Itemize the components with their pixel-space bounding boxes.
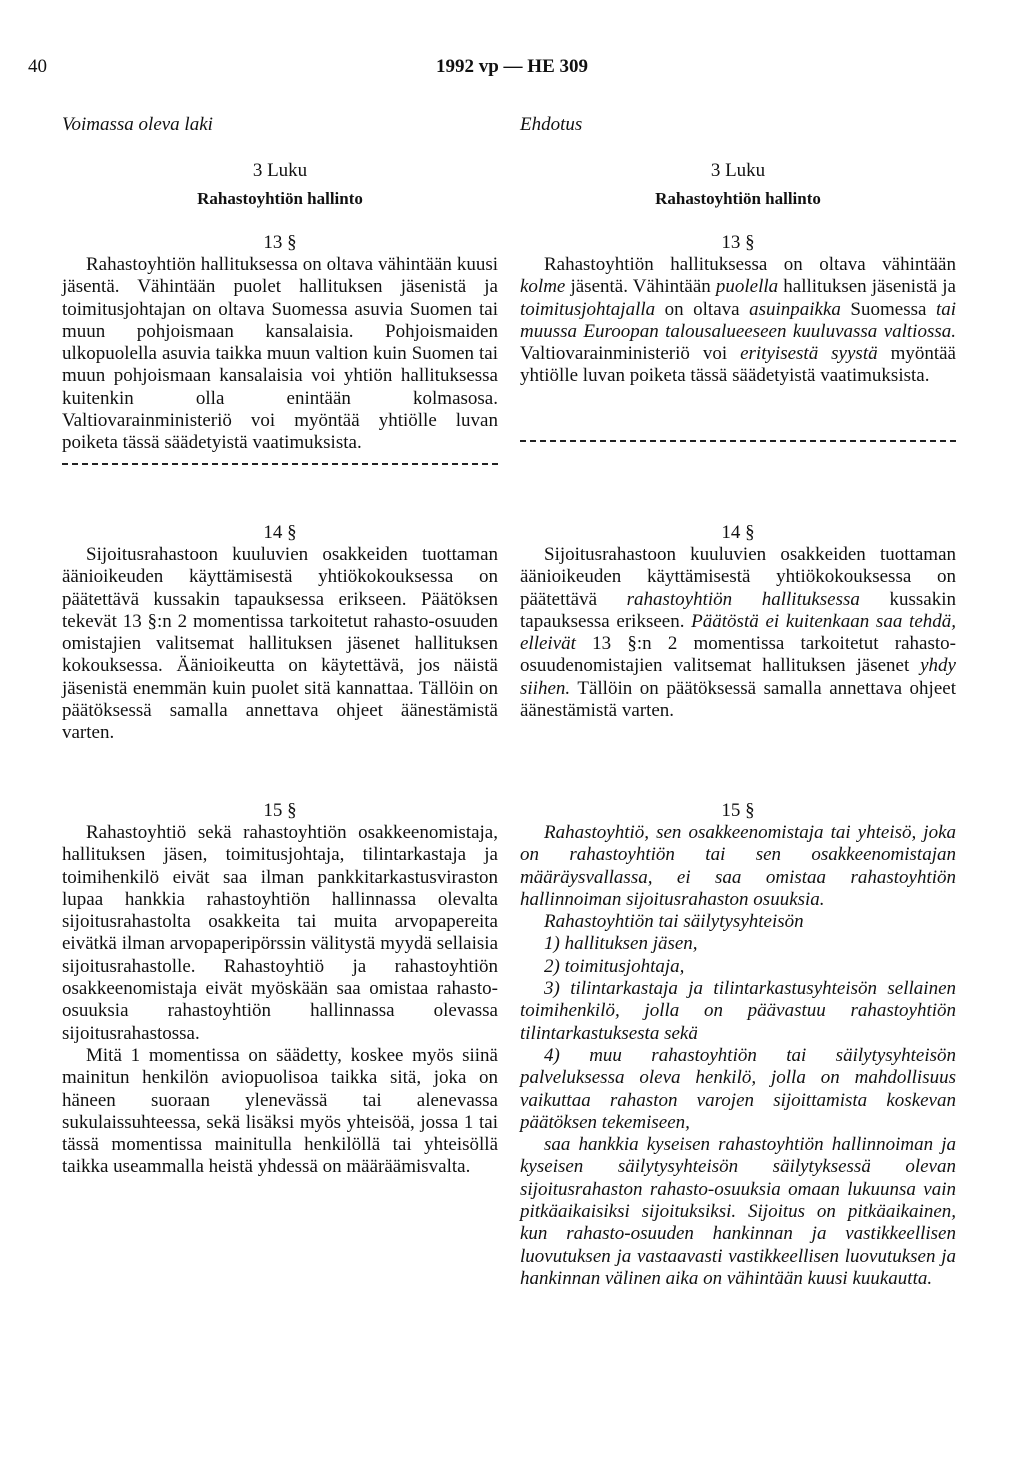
section-paragraph-1: Rahastoyhtiö sekä rahastoyhtiön osakkeenomistaja, hallituksen jäsen, toimitusjohtaja, tilintarkastaja ja toimihenkilö eivät saa ilman pankkitarkastusviraston lupaa hankkia rahastoyhtiön hallinnassa olevalta sijoitusrahastolta osakkeita tai muita arvopapereita eivätkä ilman arvopaperipörssin välitystä myydä sellaisia sijoitusrahastolle. Rahastoyhtiö ja rahastoyhtiön osakkeenomistaja eivät myöskään saa omistaa rahasto-osuuksia rahastoyhtiön hallinnassa olevassa sijoitusrahastossa. xyxy=(62,822,498,1044)
right-column xyxy=(520,0,956,1480)
right-section-14 xyxy=(520,522,956,722)
section-text: Rahastoyhtiön hallituksessa on oltava vähintään kolme jäsentä. Vähintään puolella hallituksen jäsenistä ja toimitusjohtajalla on oltava asuinpaikka Suomessa tai muussa Euroopan talousalueeseen kuuluvassa valtiossa. Valtiovarainministeriö voi erityisestä syystä myöntää yhtiölle luvan poiketa tässä säädetyistä vaatimuksista. xyxy=(520,254,956,387)
omission-divider xyxy=(62,463,498,465)
section-number: 13 § xyxy=(263,232,297,253)
list-item-3: 3) tilintarkastaja ja tilintarkastusyhteisön sellainen toimihenkilö, jolla on päävastuu rahastoyhtiön tilintarkastuksesta sekä xyxy=(520,978,956,1044)
section-paragraph-1: Rahastoyhtiö, sen osakkeenomistaja tai yhteisö, joka on rahastoyhtiön tai sen osakkeenomistajan määräysvallassa, ei saa omistaa rahastoyhtiön hallinnoiman sijoitusrahaston osuuksia. xyxy=(520,822,956,910)
section-paragraph-2: Mitä 1 momentissa on säädetty, koskee myös siinä mainitun henkilön aviopuolisoa taikka sitä, joka on häneen suoraan ylenevässä tai alenevassa sukulaissuhteessa, sekä lisäksi myös yhteisöä, jossa 1 tai tässä momentissa mainitulla henkilöllä tai yhteisöllä taikka useammalla heistä yhdessä on määräämisvalta. xyxy=(62,1044,498,1178)
left-column-heading: Voimassa oleva laki xyxy=(62,114,213,135)
right-column-heading: Ehdotus xyxy=(520,114,583,135)
left-column xyxy=(62,0,498,1480)
chapter-title: Rahastoyhtiön hallinto xyxy=(197,189,363,208)
section-number: 15 § xyxy=(263,800,297,821)
document-header: 1992 vp — HE 309 xyxy=(435,56,589,77)
left-section-14 xyxy=(62,522,498,745)
chapter-number: 3 Luku xyxy=(252,160,308,181)
left-section-13 xyxy=(62,232,498,465)
section-text: Rahastoyhtiön hallituksessa on oltava vähintään kuusi jäsentä. Vähintään puolet hallituksen jäsenistä ja toimitusjohtajan on oltava Suomessa asuvia Suomen tai muun pohjoismaan kansalaisia. Pohjoismaiden ulkopuolella asuvia taikka muun valtion kuin Suomen tai muun pohjoismaan kansalaisia voi yhtiön hallituksessa kuitenkin olla enintään kolmasosa. Valtiovarainministeriö voi myöntää yhtiölle luvan poiketa tässä säädetyistä vaatimuksista. xyxy=(62,254,498,454)
right-chapter xyxy=(520,160,956,210)
left-section-15 xyxy=(62,800,498,1179)
section-number: 14 § xyxy=(263,522,297,543)
section-number: 14 § xyxy=(721,522,755,543)
chapter-number: 3 Luku xyxy=(710,160,766,181)
right-section-15 xyxy=(520,800,956,1290)
section-text: Sijoitusrahastoon kuuluvien osakkeiden tuottaman äänioikeuden käyttämisestä yhtiökokouksessa on päätettävä rahastoyhtiön hallituksessa kussakin tapauksessa erikseen. Päätöstä ei kuitenkaan saa tehdä, elleivät 13 §:n 2 momentissa tarkoitetut rahasto-osuudenomistajien valitsemat hallituksen jäsenet yhdy siihen. Tällöin on päätöksessä samalla annettava ohjeet äänestämistä varten. xyxy=(520,544,956,722)
page-number: 40 xyxy=(28,56,47,77)
section-paragraph-3: saa hankkia kyseisen rahastoyhtiön hallinnoiman ja kyseisen säilytysyhteisön säilytyksessä olevan sijoitusrahaston rahasto-osuuksia omaan lukuunsa vain pitkäaikaisiksi sijoituksiksi. Sijoitus on pitkäaikainen, kun rahasto-osuuden hankinnan ja vastikkeellisen luovutuksen ja vastaavasti vastikkeellisen luovutuksen ja hankinnan välinen aika on vähintään kuusi kuukautta. xyxy=(520,1134,956,1289)
section-number: 13 § xyxy=(721,232,755,253)
chapter-title: Rahastoyhtiön hallinto xyxy=(655,189,821,208)
right-section-13 xyxy=(520,232,956,442)
left-chapter xyxy=(62,160,498,210)
section-number: 15 § xyxy=(721,800,755,821)
list-item-1: 1) hallituksen jäsen, xyxy=(544,933,698,955)
list-item-2: 2) toimitusjohtaja, xyxy=(544,955,685,977)
section-text: Sijoitusrahastoon kuuluvien osakkeiden tuottaman äänioikeuden käyttämisestä yhtiökokouksessa on päätettävä kussakin tapauksessa erikseen. Päätöksen tekevät 13 §:n 2 momentissa tarkoitetut rahasto-osuuden omistajien valitsemat hallituksen jäsenet hallituksen kokouksessa. Äänioikeutta on käytettävä, jos näistä jäsenistä enemmän kuin puolet sitä kannattaa. Tällöin on päätöksessä samalla annettava ohjeet äänestämistä varten. xyxy=(62,544,498,744)
section-paragraph-2: Rahastoyhtiön tai säilytysyhteisön xyxy=(544,911,804,933)
omission-divider xyxy=(520,440,956,442)
list-item-4: 4) muu rahastoyhtiön tai säilytysyhteisön palveluksessa oleva henkilö, jolla on mahdollisuus vaikuttaa rahaston varojen sijoittamista koskevan päätöksen tekemiseen, xyxy=(520,1044,956,1133)
